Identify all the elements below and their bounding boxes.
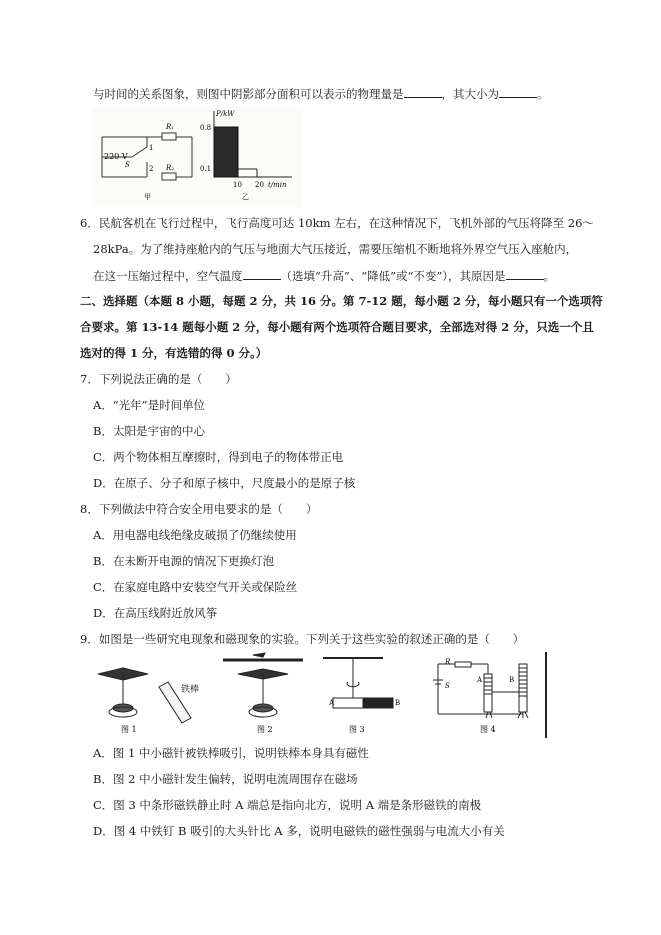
fig9-f4-r: R bbox=[445, 658, 451, 666]
q6-line-2: 28kPa。为了维持座舱内的气压与地面大气压接近，需要压缩机不断地将外界空气压入座舱内， bbox=[93, 242, 578, 256]
fig9-caption-3: 图 3 bbox=[349, 725, 365, 734]
q6-blank-2 bbox=[506, 267, 544, 280]
fig5-y-01: 0.1 bbox=[200, 165, 212, 173]
q8-option-a: A．用电器电线绝缘皮破损了仍继续使用 bbox=[93, 528, 297, 542]
fig5-axis-y: P/kW bbox=[216, 110, 235, 118]
q9-stem: 9．如图是一些研究电现象和磁现象的实验。下列关于这些实验的叙述正确的是（ ） bbox=[80, 632, 525, 646]
q5-text: 与时间的关系图象，则图中阴影部分面积可以表示的物理量是 bbox=[93, 87, 404, 101]
q8-stem: 8．下列做法中符合安全用电要求的是（ ） bbox=[80, 502, 318, 516]
fig5-x-10: 10 bbox=[233, 181, 242, 189]
fig5-pos1: 1 bbox=[149, 144, 154, 152]
fig9-caption-2: 图 2 bbox=[257, 725, 273, 734]
q7-option-b: B．太阳是宇宙的中心 bbox=[93, 424, 205, 438]
fig5-r2: R₂ bbox=[166, 164, 175, 172]
section2-line-2: 合要求。第 13-14 题每小题 2 分，每小题有两个选项符合题目要求，全部选对得 2 分，只选一个且 bbox=[80, 320, 594, 334]
q6-line-3b: （选填“升高”、“降低”或“不变”），其原因是 bbox=[280, 269, 506, 283]
q7-option-a: A．“光年”是时间单位 bbox=[93, 398, 206, 412]
q7-stem: 7．下列说法正确的是（ ） bbox=[80, 372, 237, 386]
fig9-rod-label: 铁棒 bbox=[181, 685, 200, 695]
q5-mid: ，其大小为 bbox=[441, 87, 499, 101]
q7-option-c: C．两个物体相互摩擦时，得到电子的物体带正电 bbox=[93, 450, 344, 464]
fig5-caption-jia: 甲 bbox=[144, 193, 151, 201]
q6-line-3 bbox=[93, 267, 555, 284]
q9-option-a: A．图 1 中小磁针被铁棒吸引，说明铁棒本身具有磁性 bbox=[93, 746, 369, 760]
fig9-f3-a: A bbox=[329, 699, 335, 707]
q9-figure-strip bbox=[93, 652, 548, 738]
q6-line-3a: 在这一压缩过程中，空气温度 bbox=[93, 269, 243, 283]
q8-option-d: D．在高压线附近放风筝 bbox=[93, 606, 218, 620]
q6-blank-1 bbox=[243, 267, 281, 280]
q9-option-c: C．图 3 中条形磁铁静止时 A 端总是指向北方，说明 A 端是条形磁铁的南极 bbox=[93, 798, 482, 812]
fig9-f3-b: B bbox=[395, 699, 401, 707]
fig5-switch: S bbox=[125, 161, 130, 169]
fig9-caption-1: 图 1 bbox=[121, 725, 137, 734]
q5-end: 。 bbox=[537, 87, 549, 101]
q5-tail-line bbox=[93, 85, 549, 102]
fig5-y-08: 0.8 bbox=[200, 124, 212, 132]
section2-line-3: 选对的得 1 分，有选错的得 0 分。） bbox=[80, 346, 268, 360]
fig5-r1: R₁ bbox=[166, 123, 175, 131]
q9-option-d: D．图 4 中铁钉 B 吸引的大头针比 A 多，说明电磁铁的磁性强弱与电流大小有关 bbox=[93, 824, 505, 838]
q6-line-3c: 。 bbox=[543, 269, 556, 283]
q8-option-b: B．在未断开电源的情况下更换灯泡 bbox=[93, 554, 274, 568]
fig5-caption-yi: 乙 bbox=[242, 193, 249, 201]
fig5-x-20: 20 bbox=[255, 181, 264, 189]
fig9-caption-4: 图 4 bbox=[480, 725, 496, 734]
fig9-f4-b: B bbox=[509, 676, 515, 684]
q5-blank-2 bbox=[499, 85, 537, 98]
fig5-pos2: 2 bbox=[149, 165, 154, 173]
q9-option-b: B．图 2 中小磁针发生偏转，说明电流周围存在磁场 bbox=[93, 772, 358, 786]
shaded-area bbox=[214, 127, 238, 177]
q8-option-c: C．在家庭电路中安装空气开关或保险丝 bbox=[93, 580, 298, 594]
q5-figure bbox=[92, 107, 302, 207]
q5-blank-1 bbox=[404, 85, 442, 98]
fig5-axis-x: t/min bbox=[268, 181, 287, 189]
fig9-f4-s: S bbox=[445, 682, 450, 690]
fig9-f4-a: A bbox=[477, 676, 483, 684]
section2-line-1: 二、选择题（本题 8 小题，每题 2 分，共 16 分。第 7-12 题，每小题 2 分，每小题只有一个选项符 bbox=[80, 294, 603, 308]
q7-option-d: D．在原子、分子和原子核中，尺度最小的是原子核 bbox=[93, 476, 356, 490]
q6-line-1: 6．民航客机在飞行过程中，飞行高度可达 10km 左右，在这种情况下，飞机外部的气压将降至 26～ bbox=[80, 216, 594, 230]
fig5-voltage: 220 V bbox=[104, 152, 128, 161]
